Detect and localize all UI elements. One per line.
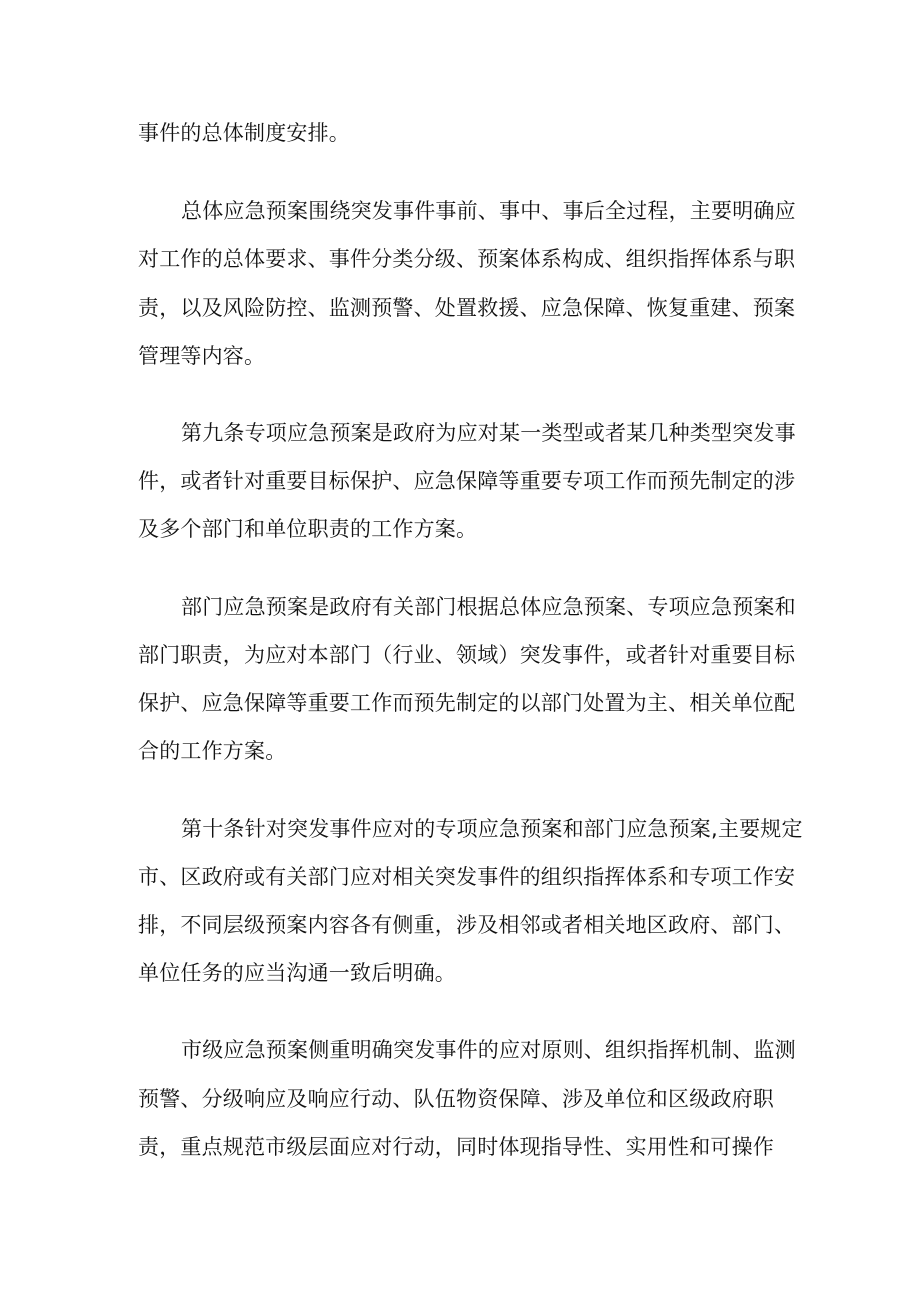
text-line: 市级应急预案侧重明确突发事件的应对原则、组织指挥机制、监测 — [181, 1038, 796, 1062]
text-line: 市、区政府或有关部门应对相关突发事件的组织指挥体系和专项工作安 — [138, 865, 796, 889]
text-line: 预警、分级响应及响应行动、队伍物资保障、涉及单位和区级政府职 — [138, 1087, 774, 1111]
text-line: 管理等内容。 — [138, 344, 266, 368]
text-line: 及多个部门和单位职责的工作方案。 — [138, 517, 478, 541]
text-line: 单位任务的应当沟通一致后明确。 — [138, 961, 456, 985]
text-line: 事件的总体制度安排。 — [138, 121, 350, 145]
text-line: 部门应急预案是政府有关部门根据总体应急预案、专项应急预案和 — [181, 595, 796, 619]
text-line: 保护、应急保障等重要工作而预先制定的以部门处置为主、相关单位配 — [138, 691, 796, 715]
text-line: 责，以及风险防控、监测预警、处置救援、应急保障、恢复重建、预案 — [138, 296, 796, 320]
text-line: 对工作的总体要求、事件分类分级、预案体系构成、组织指挥体系与职 — [138, 247, 796, 271]
text-line: 合的工作方案。 — [138, 739, 287, 763]
text-line: 总体应急预案围绕突发事件事前、事中、事后全过程，主要明确应 — [181, 199, 796, 223]
text-line: 第九条专项应急预案是政府为应对某一类型或者某几种类型突发事 — [181, 421, 796, 445]
text-line: 责，重点规范市级层面应对行动，同时体现指导性、实用性和可操作 — [138, 1135, 774, 1159]
text-line: 第十条针对突发事件应对的专项应急预案和部门应急预案,主要规定 — [181, 817, 803, 841]
text-line: 部门职责，为应对本部门（行业、领域）突发事件，或者针对重要目标 — [138, 643, 796, 667]
text-line: 排，不同层级预案内容各有侧重，涉及相邻或者相关地区政府、部门、 — [138, 913, 796, 937]
text-line: 件，或者针对重要目标保护、应急保障等重要专项工作而预先制定的涉 — [138, 469, 796, 493]
